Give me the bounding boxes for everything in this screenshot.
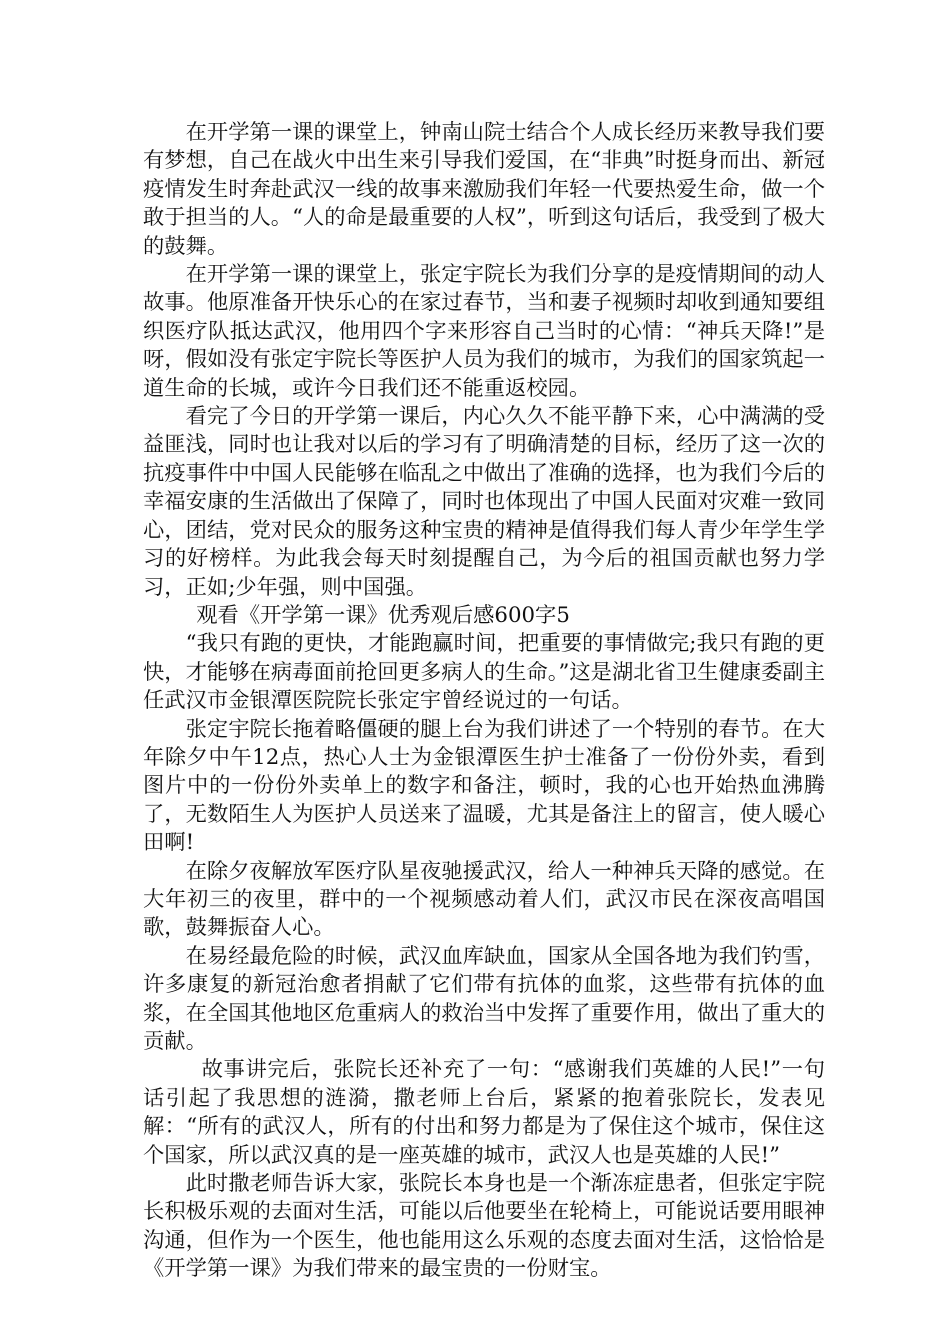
- document-body: [143, 119, 825, 1284]
- paragraph: 在开学第一课的课堂上，钟南山院士结合个人成长经历来教导我们要有梦想，自己在战火中出生来引导我们爱国，在“非典”时挺身而出、新冠疫情发生时奔赴武汉一线的故事来激励我们年轻一代要热爱生命，做一个敢于担当的人。“人的命是最重要的人权”，听到这句话后，我受到了极大的鼓舞。: [143, 120, 825, 259]
- paragraph: 在除夕夜解放军医疗队星夜驰援武汉，给人一种神兵天降的感觉。在大年初三的夜里，群中的一个视频感动着人们，武汉市民在深夜高唱国歌，鼓舞振奋人心。: [143, 858, 825, 941]
- paragraph: 在易经最危险的时候，武汉血库缺血，国家从全国各地为我们钓雪，许多康复的新冠治愈者捐献了它们带有抗体的血浆，这些带有抗体的血浆，在全国其他地区危重病人的救治当中发挥了重要作用，做出了重大的贡献。: [143, 943, 825, 1054]
- paragraph: 故事讲完后，张院长还补充了一句：“感谢我们英雄的人民!”一句话引起了我思想的涟漪，撒老师上台后，紧紧的抱着张院长，发表见解：“所有的武汉人，所有的付出和努力都是为了保住这个城市，保住这个国家，所以武汉真的是一座英雄的城市，武汉人也是英雄的人民!”: [143, 1057, 825, 1168]
- paragraph: 在开学第一课的课堂上，张定宇院长为我们分享的是疫情期间的动人故事。他原准备开快乐心的在家过春节，当和妻子视频时却收到通知要组织医疗队抵达武汉，他用四个字来形容自己当时的心情：“神兵天降!”是呀，假如没有张定宇院长等医护人员为我们的城市，为我们的国家筑起一道生命的长城，或许今日我们还不能重返校园。: [143, 262, 825, 401]
- section-heading: 观看《开学第一课》优秀观后感600字5: [196, 602, 570, 628]
- paragraph: “我只有跑的更快，才能跑赢时间，把重要的事情做完;我只有跑的更快，才能够在病毒面前抢回更多病人的生命。”这是湖北省卫生健康委副主任武汉市金银潭医院院长张定宇曾经说过的一句话。: [143, 631, 825, 714]
- paragraph: 张定宇院长拖着略僵硬的腿上台为我们讲述了一个特别的春节。在大年除夕中午12点，热心人士为金银潭医生护士准备了一份份外卖，看到图片中的一份份外卖单上的数字和备注，顿时，我的心也开始热血沸腾了，无数陌生人为医护人员送来了温暖，尤其是备注上的留言，使人暖心田啊!: [143, 716, 825, 856]
- paragraph: 看完了今日的开学第一课后，内心久久不能平静下来，心中满满的受益匪浅，同时也让我对以后的学习有了明确清楚的目标，经历了这一次的抗疫事件中中国人民能够在临乱之中做出了准确的选择，也为我们今后的幸福安康的生活做出了保障了，同时也体现出了中国人民面对灾难一致同心，团结，党对民众的服务这种宝贵的精神是值得我们每人青少年学生学习的好榜样。为此我会每天时刻提醒自己，为今后的祖国贡献也努力学习，正如;少年强，则中国强。: [143, 404, 825, 600]
- paragraph: 此时撒老师告诉大家，张院长本身也是一个渐冻症患者，但张定宇院长积极乐观的去面对生活，可能以后他要坐在轮椅上，可能说话要用眼神沟通，但作为一个医生，他也能用这么乐观的态度去面对生活，这恰恰是《开学第一课》为我们带来的最宝贵的一份财宝。: [143, 1171, 825, 1282]
